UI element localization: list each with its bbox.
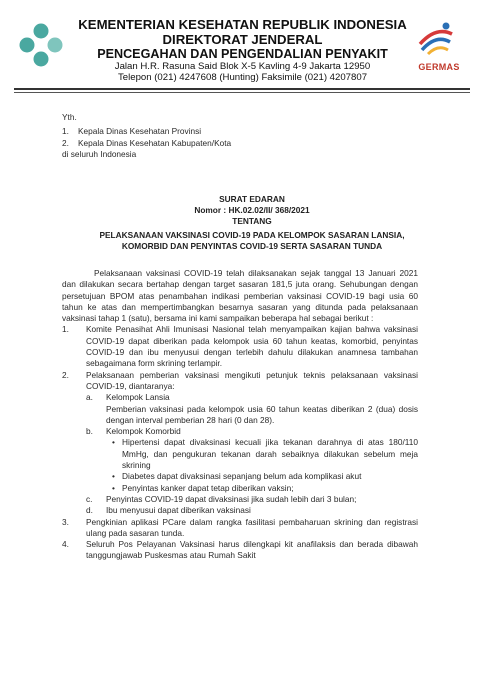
list-item: 4. Seluruh Pos Pelayanan Vaksinasi harus dilengkapi kit anafilaksis dan berada dibawah tanggungjawab Puskesmas atau Rumah Sakit (62, 539, 418, 561)
circular-title: SURAT EDARAN (219, 194, 285, 204)
bullet-item: • Hipertensi dapat divaksinasi kecuali jika tekanan darahnya di atas 180/110 MmHg, dan pengukuran tekanan darah sebaiknya dilakukan sebelum meja skrining (112, 437, 418, 471)
circular-subject-line2: KOMORBID DAN PENYINTAS COVID-19 SERTA SASARAN TUNDA (121, 241, 383, 251)
list-item: 2. Pelaksanaan pemberian vaksinasi mengikuti petunjuk teknis pelaksanaan vaksinasi COVID-19, diantaranya: (62, 369, 418, 391)
sub-item-komorbid: b. Kelompok Komorbid (86, 426, 181, 437)
bullet-item: • Penyintas kanker dapat tetap diberikan vaksin; (112, 482, 294, 493)
ministry-logo-icon (18, 22, 64, 68)
circular-number: Nomor : HK.02.02/II/ 368/2021 (194, 205, 310, 215)
circular-tentang: TENTANG (232, 216, 272, 226)
sub-item-lansia: a. Kelompok Lansia (86, 392, 170, 403)
letterhead-ministry: KEMENTERIAN KESEHATAN REPUBLIK INDONESIA (78, 17, 407, 32)
list-item: 1. Komite Penasihat Ahli Imunisasi Nasional telah menyampaikan kajian bahwa vaksinasi COVID-19 dapat diberikan pada kelompok usia 60 tahun keatas, komorbid, penyintas COVID-19 dan ibu menyusui dengan terlebih dahulu dilakukan anamnesa tambahan sebagaimana form skrining terlampir. (62, 324, 418, 369)
letterhead-division: PENCEGAHAN DAN PENGENDALIAN PENYAKIT (97, 47, 388, 61)
bullet-item: • Diabetes dapat divaksinasi sepanjang belum ada komplikasi akut (112, 471, 362, 482)
sub-item-ibu-menyusui: d. Ibu menyusui dapat diberikan vaksinasi (86, 505, 251, 516)
addressee-location: di seluruh Indonesia (62, 148, 137, 159)
bullet-icon: • (112, 471, 115, 482)
letterhead-rule (14, 88, 470, 90)
list-item: 3. Pengkinian aplikasi PCare dalam rangka fasilitasi pembaharuan skrining dan registrasi ulang pada sasaran tunda. (62, 516, 418, 538)
sub-item-lansia-text: Pemberian vaksinasi pada kelompok usia 60 tahun keatas diberikan 2 (dua) dosis dengan interval pemberian 28 hari (0 dan 28). (106, 403, 418, 425)
bullet-icon: • (112, 437, 115, 448)
addressee-item: 1. Kepala Dinas Kesehatan Provinsi (62, 126, 202, 137)
bullet-icon: • (112, 482, 115, 493)
addressee-salutation: Yth. (62, 112, 77, 122)
addressee-item: 2. Kepala Dinas Kesehatan Kabupaten/Kota (62, 137, 232, 148)
letterhead-rule-thin (14, 92, 470, 93)
letterhead-address: Jalan H.R. Rasuna Said Blok X-5 Kavling 4-9 Jakarta 12950 (114, 61, 371, 72)
intro-paragraph: Pelaksanaan vaksinasi COVID-19 telah dilaksanakan sejak tanggal 13 Januari 2021 dan dilakukan secara bertahap dengan target sasaran 181,5 juta orang. Sehubungan dengan persetujuan BPOM atas penambahan indikasi pemberian vaksinasi COVID-19 bagi usia 60 tahun ke atas dan mempertimbangkan besarnya sasaran yang ditunda pada pelaksanaan vaksinasi tahap 1 (satu), bersama ini kami sampaikan beberapa hal sebagai berikut : (62, 268, 418, 324)
germas-logo-icon (416, 20, 456, 56)
letterhead-phone: Telepon (021) 4247608 (Hunting) Faksimile (021) 4207807 (117, 72, 368, 83)
germas-label: GERMAS (418, 62, 460, 72)
addressee-block (62, 112, 442, 160)
letter-body (62, 268, 418, 562)
sub-item-penyintas: c. Penyintas COVID-19 dapat divaksinasi jika sudah lebih dari 3 bulan; (86, 493, 357, 504)
circular-subject-line1: PELAKSANAAN VAKSINASI COVID-19 PADA KELOMPOK SASARAN LANSIA, (99, 230, 405, 240)
letterhead-directorate: DIREKTORAT JENDERAL (162, 32, 323, 47)
